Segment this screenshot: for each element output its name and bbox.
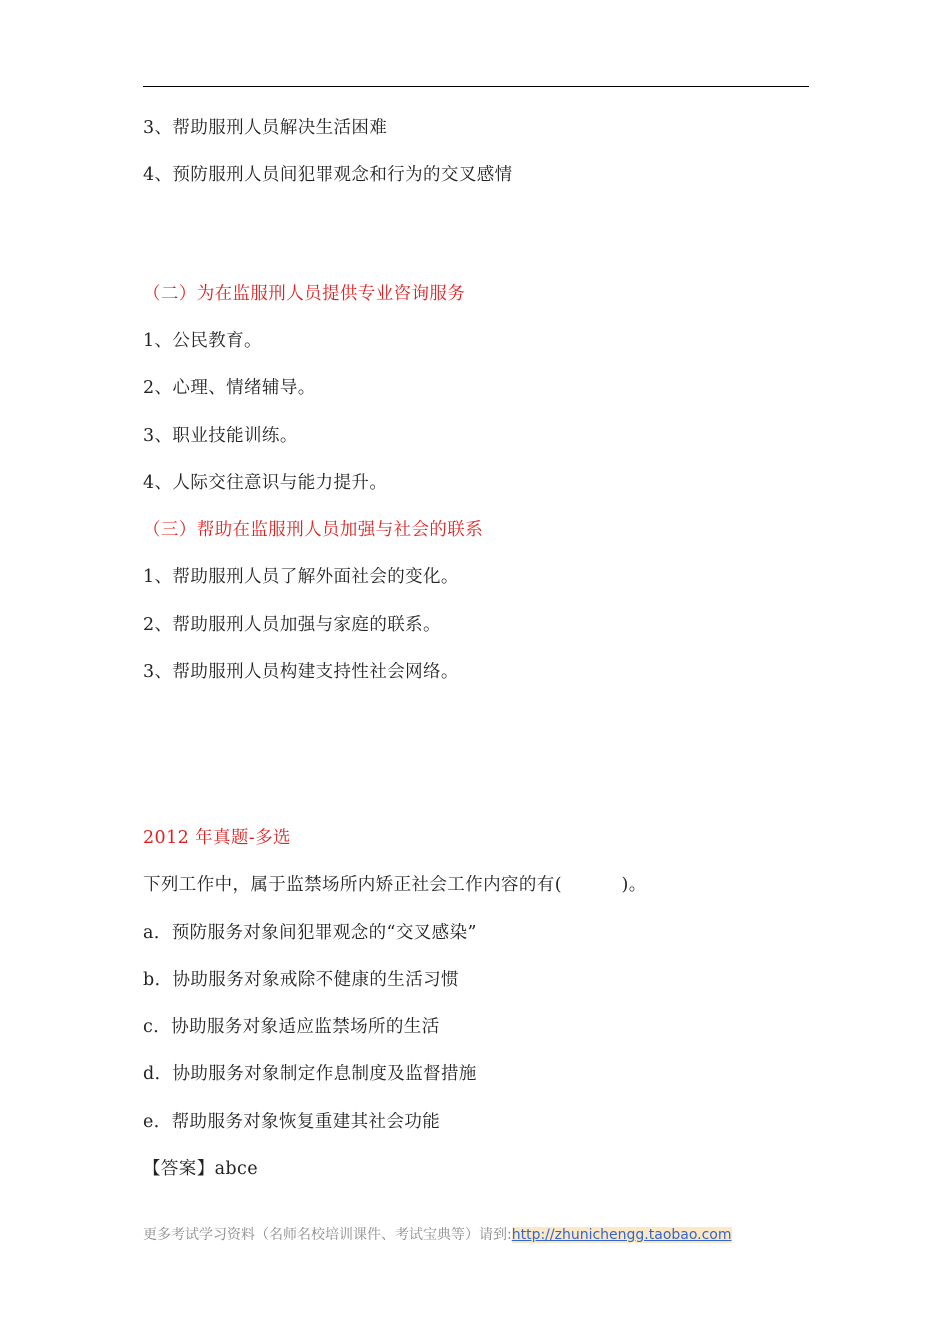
- footer-note: [143, 1225, 732, 1245]
- option-item: e．帮助服务对象恢复重建其社会功能: [143, 1112, 441, 1132]
- option-item: b．协助服务对象戒除不健康的生活习惯: [143, 970, 459, 990]
- list-item: 2、帮助服刑人员加强与家庭的联系。: [143, 615, 441, 635]
- list-item: 2、心理、情绪辅导。: [143, 378, 316, 398]
- footer-link[interactable]: http://zhunichengg.taobao.com: [511, 1227, 732, 1243]
- list-item: 1、帮助服刑人员了解外面社会的变化。: [143, 567, 459, 587]
- list-item: 3、帮助服刑人员构建支持性社会网络。: [143, 662, 459, 682]
- section-heading: （二）为在监服刑人员提供专业咨询服务: [143, 284, 466, 304]
- list-item: 4、预防服刑人员间犯罪观念和行为的交叉感情: [143, 165, 513, 185]
- header-rule: [143, 86, 809, 87]
- option-item: d．协助服务对象制定作息制度及监督措施: [143, 1064, 477, 1084]
- question-heading: 2012 年真题-多选: [143, 828, 291, 848]
- list-item: 3、帮助服刑人员解决生活困难: [143, 118, 388, 138]
- answer-line: 【答案】abce: [143, 1159, 258, 1179]
- option-item: a．预防服务对象间犯罪观念的“交叉感染”: [143, 923, 477, 943]
- list-item: 3、职业技能训练。: [143, 426, 298, 446]
- section-heading: （三）帮助在监服刑人员加强与社会的联系: [143, 520, 484, 540]
- list-item: 4、人际交往意识与能力提升。: [143, 473, 388, 493]
- footer-text: 更多考试学习资料（名师名校培训课件、考试宝典等）请到:: [143, 1227, 512, 1243]
- question-stem: 下列工作中，属于监禁场所内矫正社会工作内容的有( )。: [143, 875, 647, 895]
- option-item: c．协助服务对象适应监禁场所的生活: [143, 1017, 440, 1037]
- list-item: 1、公民教育。: [143, 331, 262, 351]
